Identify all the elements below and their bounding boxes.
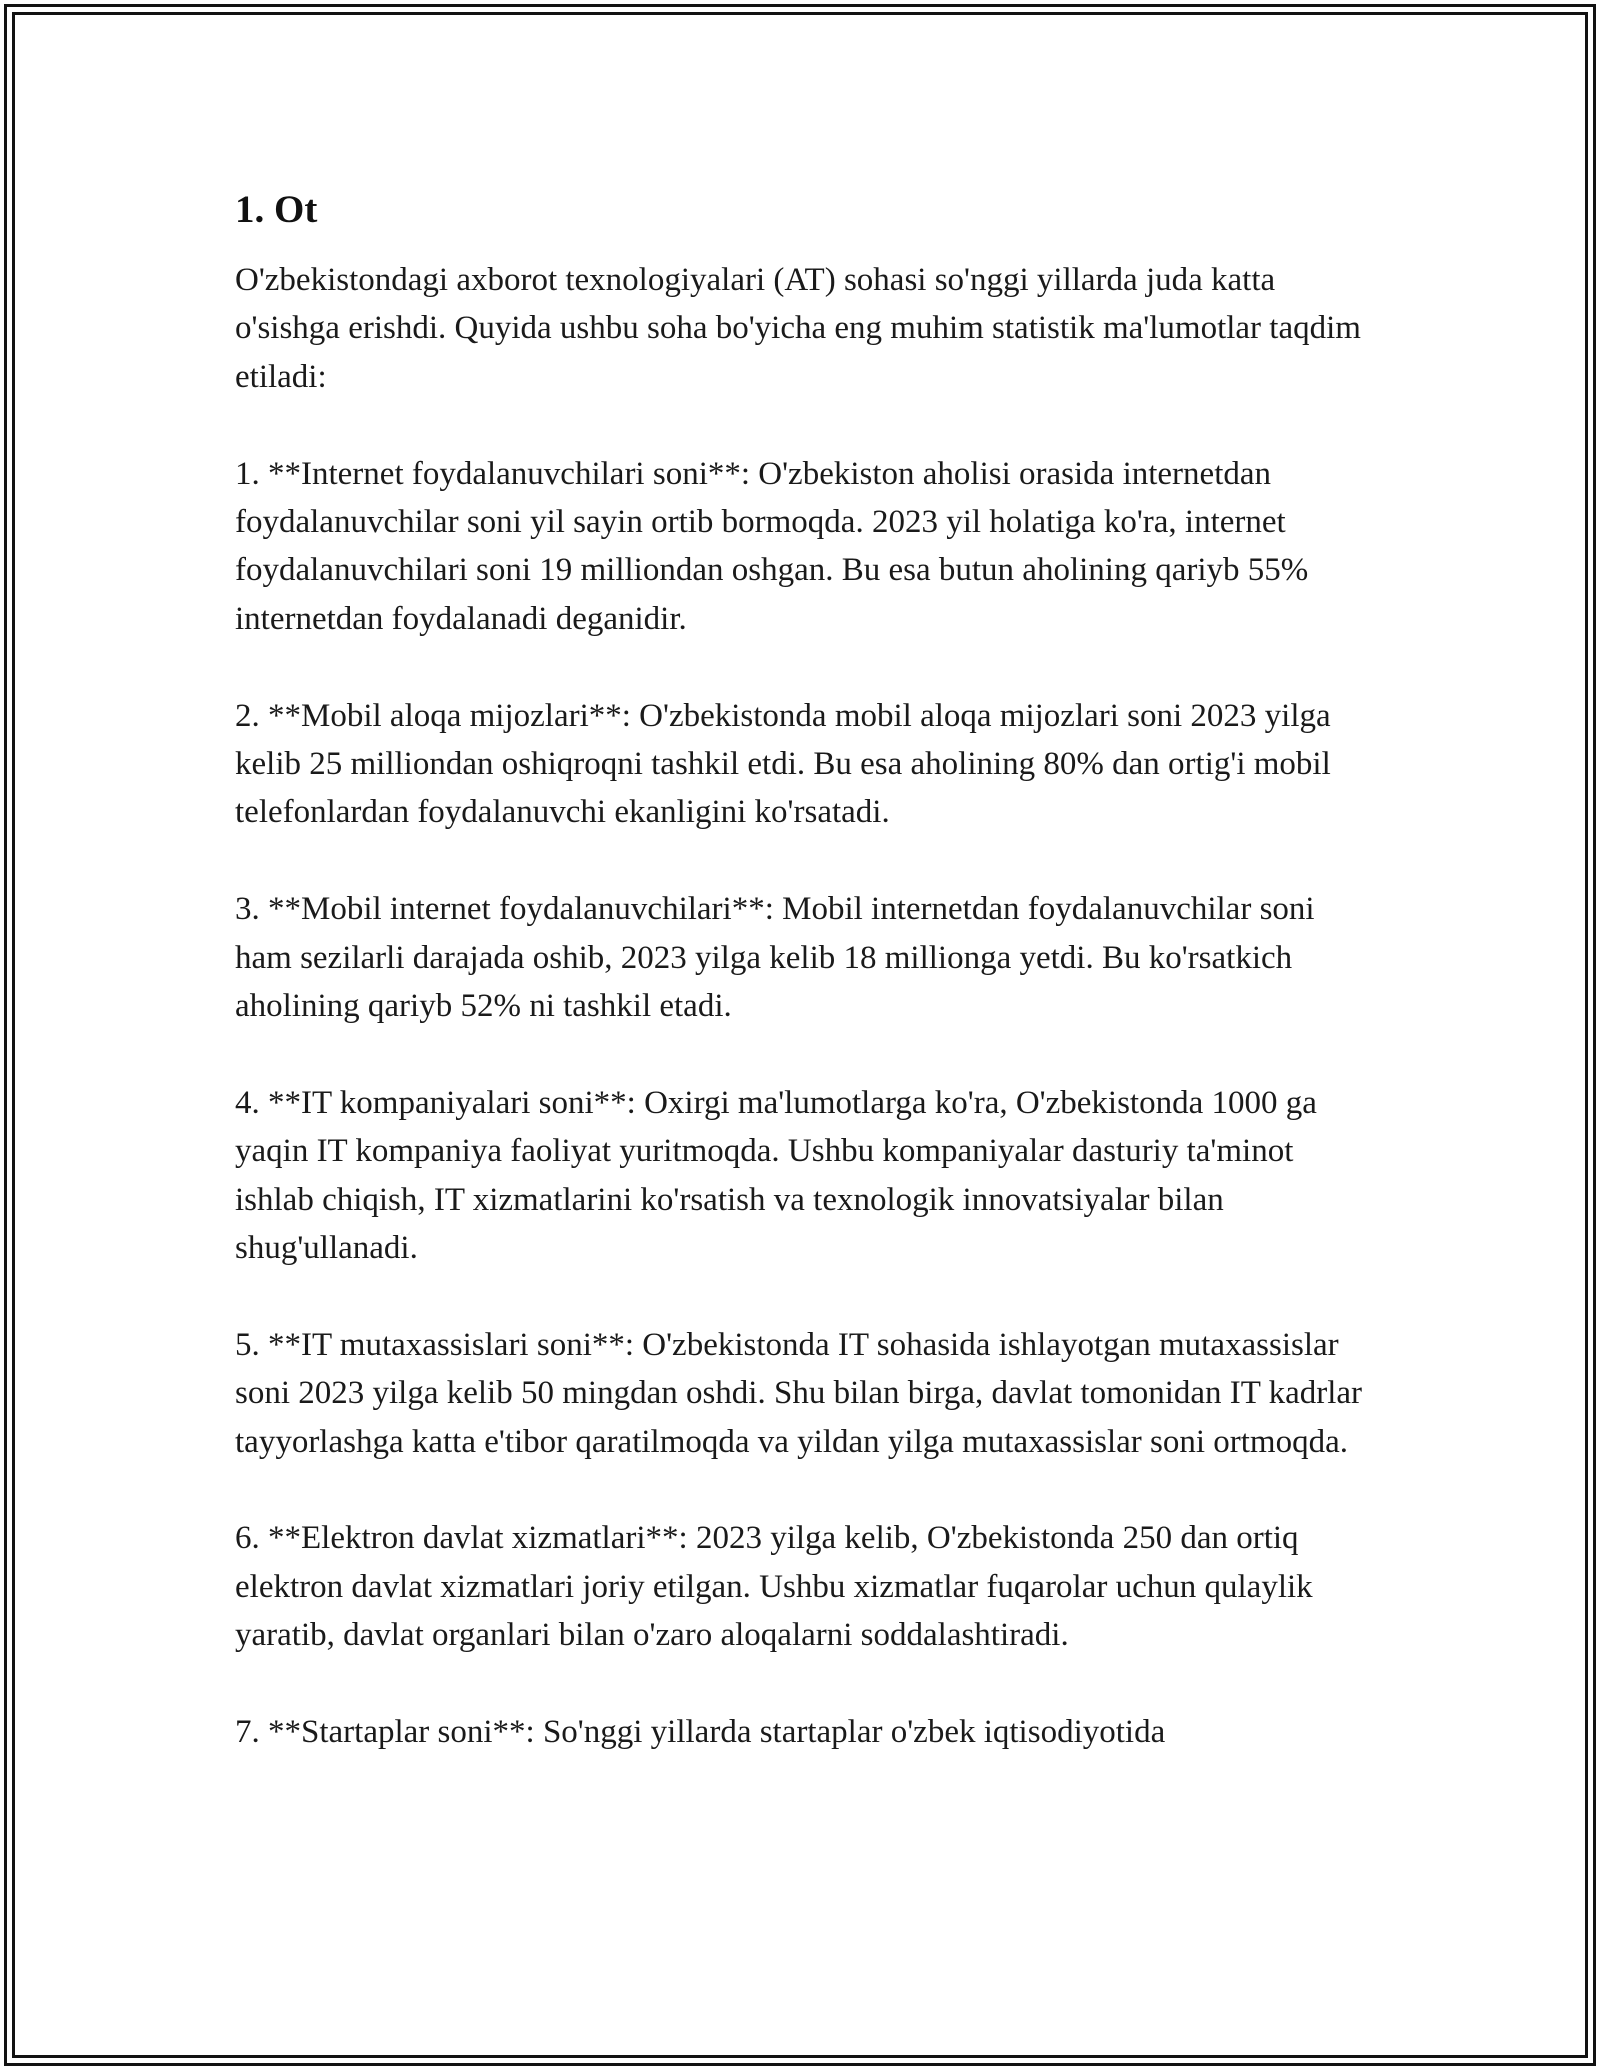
section-heading: 1. Ot [235, 188, 318, 231]
intro-paragraph: O'zbekistondagi axborot texnologiyalari (AT) sohasi so'nggi yillarda juda katta o'sishga erishdi. Quyida ushbu soha bo'yicha eng muhim statistik ma'lumotlar taqdim etiladi: [235, 262, 1361, 395]
document-body [235, 186, 1375, 1805]
item-it-specialists: 5. **IT mutaxassislari soni**: O'zbekistonda IT sohasida ishlayotgan mutaxassislar soni 2023 yilga kelib 50 mingdan oshdi. Shu bilan birga, davlat tomonidan IT kadrlar tayyorlashga katta e'tibor qaratilmoqda va yildan yilga mutaxassislar soni ortmoqda. [235, 1326, 1363, 1460]
item-e-government-services: 6. **Elektron davlat xizmatlari**: 2023 yilga kelib, O'zbekistonda 250 dan ortiq elektron davlat xizmatlari joriy etilgan. Ushbu xizmatlar fuqarolar uchun qulaylik yaratib, davlat organlari bilan o'zaro aloqalarni soddalashtiradi. [235, 1520, 1313, 1654]
item-internet-users: 1. **Internet foydalanuvchilari soni**: O'zbekiston aholisi orasida internetdan foydalanuvchilar soni yil sayin ortib bormoqda. 2023 yil holatiga ko'ra, internet foydalanuvchilari soni 19 milliondan oshgan. Bu esa butun aholining qariyb 55% internetdan foydalanadi deganidir. [235, 455, 1309, 637]
item-mobile-subscribers: 2. **Mobil aloqa mijozlari**: O'zbekistonda mobil aloqa mijozlari soni 2023 yilga kelib 25 milliondan oshiqroqni tashkil etdi. Bu esa aholining 80% dan ortig'i mobil telefonlardan foydalanuvchi ekanligini ko'rsatadi. [235, 697, 1331, 831]
item-mobile-internet-users: 3. **Mobil internet foydalanuvchilari**: Mobil internetdan foydalanuvchilar soni ham sezilarli darajada oshib, 2023 yilga kelib 18 millionga yetdi. Bu ko'rsatkich aholining qariyb 52% ni tashkil etadi. [235, 891, 1315, 1025]
item-startups: 7. **Startaplar soni**: So'nggi yillarda startaplar o'zbek iqtisodiyotida [235, 1714, 1166, 1751]
item-it-companies: 4. **IT kompaniyalari soni**: Oxirgi ma'lumotlarga ko'ra, O'zbekistonda 1000 ga yaqin IT kompaniya faoliyat yuritmoqda. Ushbu kompaniyalar dasturiy ta'minot ishlab chiqish, IT xizmatlarini ko'rsatish va texnologik innovatsiyalar bilan shug'ullanadi. [235, 1084, 1317, 1267]
